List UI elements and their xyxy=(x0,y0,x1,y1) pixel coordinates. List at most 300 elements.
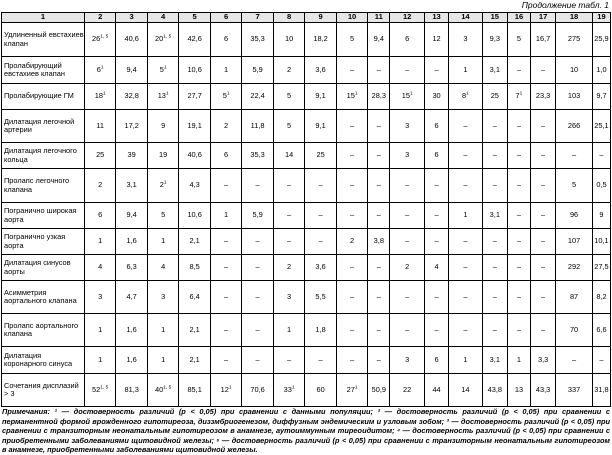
cell-value: 3,1 xyxy=(489,354,500,364)
cell-value: 2,1 xyxy=(189,324,200,334)
cell-value: – xyxy=(376,64,381,74)
cell-value: 1 xyxy=(224,64,229,74)
cell-value: 9,1 xyxy=(315,120,326,130)
table-cell xyxy=(390,255,425,281)
significance-marker: 1 xyxy=(226,91,230,97)
cell-value: 107 xyxy=(567,236,581,246)
cell-value: 15 xyxy=(401,91,410,101)
significance-marker: 1, 5 xyxy=(163,385,172,391)
table-cell xyxy=(531,281,556,314)
cell-value: 70 xyxy=(569,324,579,334)
cell-value: 85,1 xyxy=(187,384,202,394)
table-cell xyxy=(556,84,593,110)
significance-marker: 1 xyxy=(519,91,523,97)
cell-value: 1 xyxy=(161,236,166,246)
table-cell xyxy=(424,84,448,110)
cell-value: – xyxy=(405,64,410,74)
table-cell xyxy=(556,203,593,229)
table-cell xyxy=(305,203,336,229)
cell-value: 1 xyxy=(224,210,229,220)
cell-value: 26 xyxy=(92,34,101,44)
table-cell xyxy=(449,374,483,407)
cell-value: 2 xyxy=(349,236,355,246)
header-row xyxy=(2,13,611,23)
cell-value: 3,6 xyxy=(315,262,326,272)
cell-value: 6,3 xyxy=(126,262,137,272)
table-cell xyxy=(242,229,273,255)
cell-value: – xyxy=(434,210,439,220)
table-cell xyxy=(147,281,178,314)
table-cell xyxy=(273,255,304,281)
table-cell xyxy=(482,57,507,84)
cell-value: – xyxy=(434,64,439,74)
cell-value: – xyxy=(224,354,229,364)
cell-value: 40,6 xyxy=(187,150,202,160)
column-header: 2 xyxy=(84,13,115,23)
cell-value: 31,8 xyxy=(594,384,609,394)
cell-value: – xyxy=(287,236,292,246)
cell-value: – xyxy=(541,64,546,74)
table-cell xyxy=(147,57,178,84)
cell-value: 3 xyxy=(161,291,166,301)
table-cell xyxy=(424,23,448,57)
row-label: Пролабирующие ГМ xyxy=(2,84,85,110)
table-cell xyxy=(592,143,610,169)
column-header: 12 xyxy=(390,13,425,23)
table-cell xyxy=(336,229,367,255)
table-cell xyxy=(305,110,336,143)
table-cell xyxy=(84,84,115,110)
cell-value: – xyxy=(463,324,468,334)
table-cell xyxy=(368,374,390,407)
table-cell xyxy=(336,84,367,110)
table-cell xyxy=(592,229,610,255)
table-cell xyxy=(592,110,610,143)
table-cell xyxy=(424,347,448,374)
table-cell xyxy=(390,23,425,57)
cell-value: 3,6 xyxy=(315,64,326,74)
cell-value: – xyxy=(376,180,381,190)
table-cell xyxy=(531,110,556,143)
table-cell xyxy=(147,347,178,374)
table-cell xyxy=(336,314,367,347)
cell-value: 25 xyxy=(316,150,325,160)
cell-value: 35,3 xyxy=(250,150,265,160)
table-row xyxy=(2,255,611,281)
cell-value: – xyxy=(224,180,229,190)
cell-value: 1 xyxy=(161,324,166,334)
table-body xyxy=(2,23,611,407)
cell-value: – xyxy=(318,180,323,190)
table-cell xyxy=(242,84,273,110)
table-cell xyxy=(147,203,178,229)
table-cell xyxy=(449,314,483,347)
cell-value: 1 xyxy=(287,324,292,334)
cell-value: 1 xyxy=(161,354,166,364)
table-cell xyxy=(424,374,448,407)
table-cell xyxy=(305,347,336,374)
table-cell xyxy=(482,255,507,281)
cell-value: – xyxy=(349,180,355,190)
cell-value: 43,3 xyxy=(535,384,551,394)
table-cell xyxy=(531,314,556,347)
cell-value: 39 xyxy=(127,150,136,160)
cell-value: – xyxy=(492,262,497,272)
table-cell xyxy=(390,84,425,110)
cell-value: – xyxy=(318,354,323,364)
cell-value: – xyxy=(349,262,355,272)
table-row xyxy=(2,347,611,374)
cell-value: 81,3 xyxy=(124,384,139,394)
cell-value: – xyxy=(224,262,229,272)
table-cell xyxy=(147,110,178,143)
cell-value: 42,6 xyxy=(187,34,202,44)
table-cell xyxy=(147,169,178,203)
cell-value: – xyxy=(287,354,292,364)
cell-value: 2 xyxy=(405,262,410,272)
table-cell xyxy=(531,57,556,84)
column-header: 17 xyxy=(531,13,556,23)
table-cell xyxy=(390,281,425,314)
table-cell xyxy=(336,23,367,57)
table-cell xyxy=(556,314,593,347)
cell-value: 5 xyxy=(572,180,577,190)
cell-value: 1,6 xyxy=(126,324,137,334)
cell-value: – xyxy=(463,291,468,301)
table-cell xyxy=(390,143,425,169)
cell-value: 1 xyxy=(463,64,468,74)
table-cell xyxy=(210,281,241,314)
table-cell xyxy=(482,347,507,374)
table-cell xyxy=(507,374,530,407)
table-cell xyxy=(84,203,115,229)
table-cell xyxy=(305,281,336,314)
cell-value: 27,7 xyxy=(187,91,202,101)
cell-value: – xyxy=(224,324,229,334)
table-cell xyxy=(368,203,390,229)
column-header: 4 xyxy=(147,13,178,23)
cell-value: 5 xyxy=(159,64,164,74)
table-cell xyxy=(368,255,390,281)
column-header: 5 xyxy=(179,13,210,23)
table-cell xyxy=(336,110,367,143)
cell-value: 7 xyxy=(515,91,520,101)
table-row xyxy=(2,314,611,347)
table-cell xyxy=(592,374,610,407)
cell-value: – xyxy=(255,262,260,272)
table-row xyxy=(2,84,611,110)
table-cell xyxy=(368,57,390,84)
cell-value: – xyxy=(516,120,522,130)
cell-value: – xyxy=(434,180,439,190)
table-cell xyxy=(84,143,115,169)
table-cell xyxy=(336,374,367,407)
table-cell xyxy=(210,203,241,229)
table-cell xyxy=(273,169,304,203)
table-cell xyxy=(305,169,336,203)
table-cell xyxy=(210,314,241,347)
cell-value: 40,6 xyxy=(124,34,139,44)
cell-value: 70,6 xyxy=(250,384,265,394)
cell-value: 40 xyxy=(155,384,164,394)
table-row xyxy=(2,169,611,203)
table-cell xyxy=(273,110,304,143)
table-cell xyxy=(84,347,115,374)
cell-value: – xyxy=(541,120,546,130)
cell-value: – xyxy=(405,324,410,334)
table-cell xyxy=(556,110,593,143)
table-cell xyxy=(242,255,273,281)
table-cell xyxy=(390,347,425,374)
cell-value: – xyxy=(516,262,522,272)
table-cell xyxy=(482,84,507,110)
table-cell xyxy=(424,229,448,255)
table-cell xyxy=(242,23,273,57)
cell-value: – xyxy=(376,354,381,364)
cell-value: 32,8 xyxy=(124,91,139,101)
cell-value: 3 xyxy=(463,34,468,44)
row-label: Дилатация коронарного синуса xyxy=(2,347,85,374)
cell-value: 1 xyxy=(98,354,103,364)
table-cell xyxy=(210,110,241,143)
table-cell xyxy=(368,23,390,57)
table-cell xyxy=(531,203,556,229)
row-label: Дилатация синусов аорты xyxy=(2,255,85,281)
table-cell xyxy=(242,143,273,169)
cell-value: – xyxy=(349,120,355,130)
cell-value: – xyxy=(541,291,546,301)
row-label: Удлиненный евстахиев клапан xyxy=(2,23,85,57)
table-cell xyxy=(449,169,483,203)
table-cell xyxy=(592,203,610,229)
cell-value: 6 xyxy=(434,150,439,160)
cell-value: 52 xyxy=(92,384,101,394)
table-cell xyxy=(84,23,115,57)
cell-value: 44 xyxy=(432,384,441,394)
column-header: 7 xyxy=(242,13,273,23)
data-table xyxy=(1,12,611,407)
table-cell xyxy=(116,23,147,57)
cell-value: 9,4 xyxy=(126,64,137,74)
cell-value: 10,6 xyxy=(187,64,202,74)
row-label: Дилатация легочного кольца xyxy=(2,143,85,169)
table-cell xyxy=(84,110,115,143)
table-cell xyxy=(368,169,390,203)
cell-value: – xyxy=(405,291,410,301)
cell-value: 5,5 xyxy=(315,291,326,301)
cell-value: 6 xyxy=(434,120,439,130)
table-cell xyxy=(424,169,448,203)
table-cell xyxy=(449,57,483,84)
table-cell xyxy=(116,84,147,110)
cell-value: 25 xyxy=(96,150,105,160)
table-cell xyxy=(424,57,448,84)
cell-value: – xyxy=(287,210,292,220)
cell-value: 5 xyxy=(349,34,355,44)
table-cell xyxy=(507,347,530,374)
table-cell xyxy=(336,203,367,229)
cell-value: 3 xyxy=(98,291,103,301)
cell-value: 14 xyxy=(284,150,294,160)
table-cell xyxy=(507,84,530,110)
cell-value: – xyxy=(463,150,468,160)
cell-value: 5 xyxy=(161,210,166,220)
cell-value: 9,4 xyxy=(126,210,137,220)
table-cell xyxy=(116,281,147,314)
cell-value: 19 xyxy=(159,150,168,160)
table-cell xyxy=(179,57,210,84)
cell-value: 30 xyxy=(432,91,441,101)
table-cell xyxy=(556,57,593,84)
table-cell xyxy=(592,23,610,57)
cell-value: – xyxy=(287,180,292,190)
table-cell xyxy=(449,110,483,143)
cell-value: 25,1 xyxy=(594,120,609,130)
table-cell xyxy=(556,169,593,203)
cell-value: – xyxy=(572,150,577,160)
table-cell xyxy=(210,23,241,57)
row-label: Пролапс аортального клапана xyxy=(2,314,85,347)
cell-value: – xyxy=(318,210,323,220)
table-cell xyxy=(179,374,210,407)
table-cell xyxy=(449,281,483,314)
column-header: 19 xyxy=(592,13,610,23)
cell-value: – xyxy=(599,354,604,364)
significance-marker: 1 xyxy=(291,385,295,391)
cell-value: 6 xyxy=(224,150,229,160)
table-cell xyxy=(179,281,210,314)
cell-value: 19,1 xyxy=(187,120,202,130)
cell-value: – xyxy=(516,210,522,220)
column-header: 9 xyxy=(305,13,336,23)
table-cell xyxy=(242,110,273,143)
cell-value: 4 xyxy=(161,262,166,272)
cell-value: 33 xyxy=(283,384,292,394)
cell-value: 11 xyxy=(96,120,105,130)
table-cell xyxy=(482,281,507,314)
cell-value: 18 xyxy=(94,91,103,101)
cell-value: 25 xyxy=(490,91,499,101)
cell-value: – xyxy=(349,150,355,160)
table-cell xyxy=(210,143,241,169)
cell-value: – xyxy=(541,210,546,220)
significance-marker: 1 xyxy=(409,91,413,97)
table-cell xyxy=(592,169,610,203)
significance-marker: 1 xyxy=(165,91,169,97)
cell-value: 9,4 xyxy=(373,34,384,44)
table-cell xyxy=(556,255,593,281)
table-cell xyxy=(336,143,367,169)
column-header: 8 xyxy=(273,13,304,23)
table-cell xyxy=(336,169,367,203)
cell-value: – xyxy=(516,236,522,246)
table-cell xyxy=(273,374,304,407)
table-cell xyxy=(210,374,241,407)
table-cell xyxy=(336,347,367,374)
table-cell xyxy=(84,281,115,314)
cell-value: 9,1 xyxy=(315,91,326,101)
table-cell xyxy=(368,110,390,143)
significance-marker: 1, 5 xyxy=(100,385,109,391)
cell-value: – xyxy=(349,64,355,74)
table-cell xyxy=(305,23,336,57)
cell-value: 12 xyxy=(432,34,441,44)
table-cell xyxy=(116,57,147,84)
table-cell xyxy=(592,255,610,281)
table-cell xyxy=(390,314,425,347)
table-cell xyxy=(147,84,178,110)
cell-value: 337 xyxy=(567,384,581,394)
table-cell xyxy=(84,229,115,255)
cell-value: 6 xyxy=(405,34,410,44)
cell-value: 35,3 xyxy=(250,34,265,44)
cell-value: 3,1 xyxy=(489,64,500,74)
table-cell xyxy=(592,84,610,110)
table-cell xyxy=(336,57,367,84)
table-cell xyxy=(84,374,115,407)
cell-value: 27,5 xyxy=(594,262,609,272)
table-cell xyxy=(305,255,336,281)
significance-marker: 1 xyxy=(100,65,104,71)
cell-value: – xyxy=(463,180,468,190)
significance-marker: 1, 5 xyxy=(100,34,109,40)
significance-marker: 1 xyxy=(354,385,358,391)
table-cell xyxy=(305,84,336,110)
cell-value: 9,3 xyxy=(489,34,500,44)
table-cell xyxy=(592,347,610,374)
cell-value: 10,1 xyxy=(594,236,609,246)
table-cell xyxy=(273,281,304,314)
cell-value: – xyxy=(349,210,355,220)
column-header: 14 xyxy=(449,13,483,23)
table-cell xyxy=(273,229,304,255)
table-cell xyxy=(556,374,593,407)
cell-value: 3,8 xyxy=(373,236,384,246)
table-cell xyxy=(507,281,530,314)
significance-marker: 1 xyxy=(163,65,167,71)
cell-value: – xyxy=(599,150,604,160)
cell-value: – xyxy=(492,180,497,190)
cell-value: 43,8 xyxy=(487,384,502,394)
table-cell xyxy=(116,143,147,169)
table-cell xyxy=(368,229,390,255)
table-cell xyxy=(556,229,593,255)
cell-value: 6,4 xyxy=(189,291,200,301)
cell-value: – xyxy=(492,120,497,130)
table-cell xyxy=(449,143,483,169)
table-cell xyxy=(424,143,448,169)
cell-value: – xyxy=(434,324,439,334)
table-cell xyxy=(179,110,210,143)
cell-value: – xyxy=(255,354,260,364)
significance-marker: 1 xyxy=(228,385,232,391)
table-cell xyxy=(147,143,178,169)
table-cell xyxy=(336,255,367,281)
table-cell xyxy=(482,110,507,143)
table-cell xyxy=(531,374,556,407)
cell-value: – xyxy=(516,64,522,74)
table-cell xyxy=(592,281,610,314)
significance-marker: 1, 5 xyxy=(163,34,172,40)
table-cell xyxy=(507,169,530,203)
column-header: 10 xyxy=(336,13,367,23)
table-notes: Примечания: ¹ — достоверность различий (p < 0,05) при сравнении с данными популяции; ² — достоверность различий (p < 0,05) при сравнении с перманентной формой врожденного гипотиреоза, диззмбриогенезом, диффузным эндемическим и узловым зобом; ³ — достоверность различий (p < 0,05) при сравнении с транзиторным неонатальным гипотиреозом в анамнезе, аутоиммунным тиреоидитом; ⁴ — достоверность различий (p < 0,05) при сравнении с приобретенными заболеваниями щитовидной железы; ⁵ — достоверность различий (p < 0,05) при сравнении с транзиторным неонатальным гипотиреозом в анамнезе, приобретенными заболеваниями щитовидной железы. xyxy=(2,407,610,455)
table-cell xyxy=(84,57,115,84)
cell-value: – xyxy=(255,180,260,190)
cell-value: 3,3 xyxy=(537,354,549,364)
cell-value: 96 xyxy=(569,210,579,220)
cell-value: 2,1 xyxy=(189,236,200,246)
